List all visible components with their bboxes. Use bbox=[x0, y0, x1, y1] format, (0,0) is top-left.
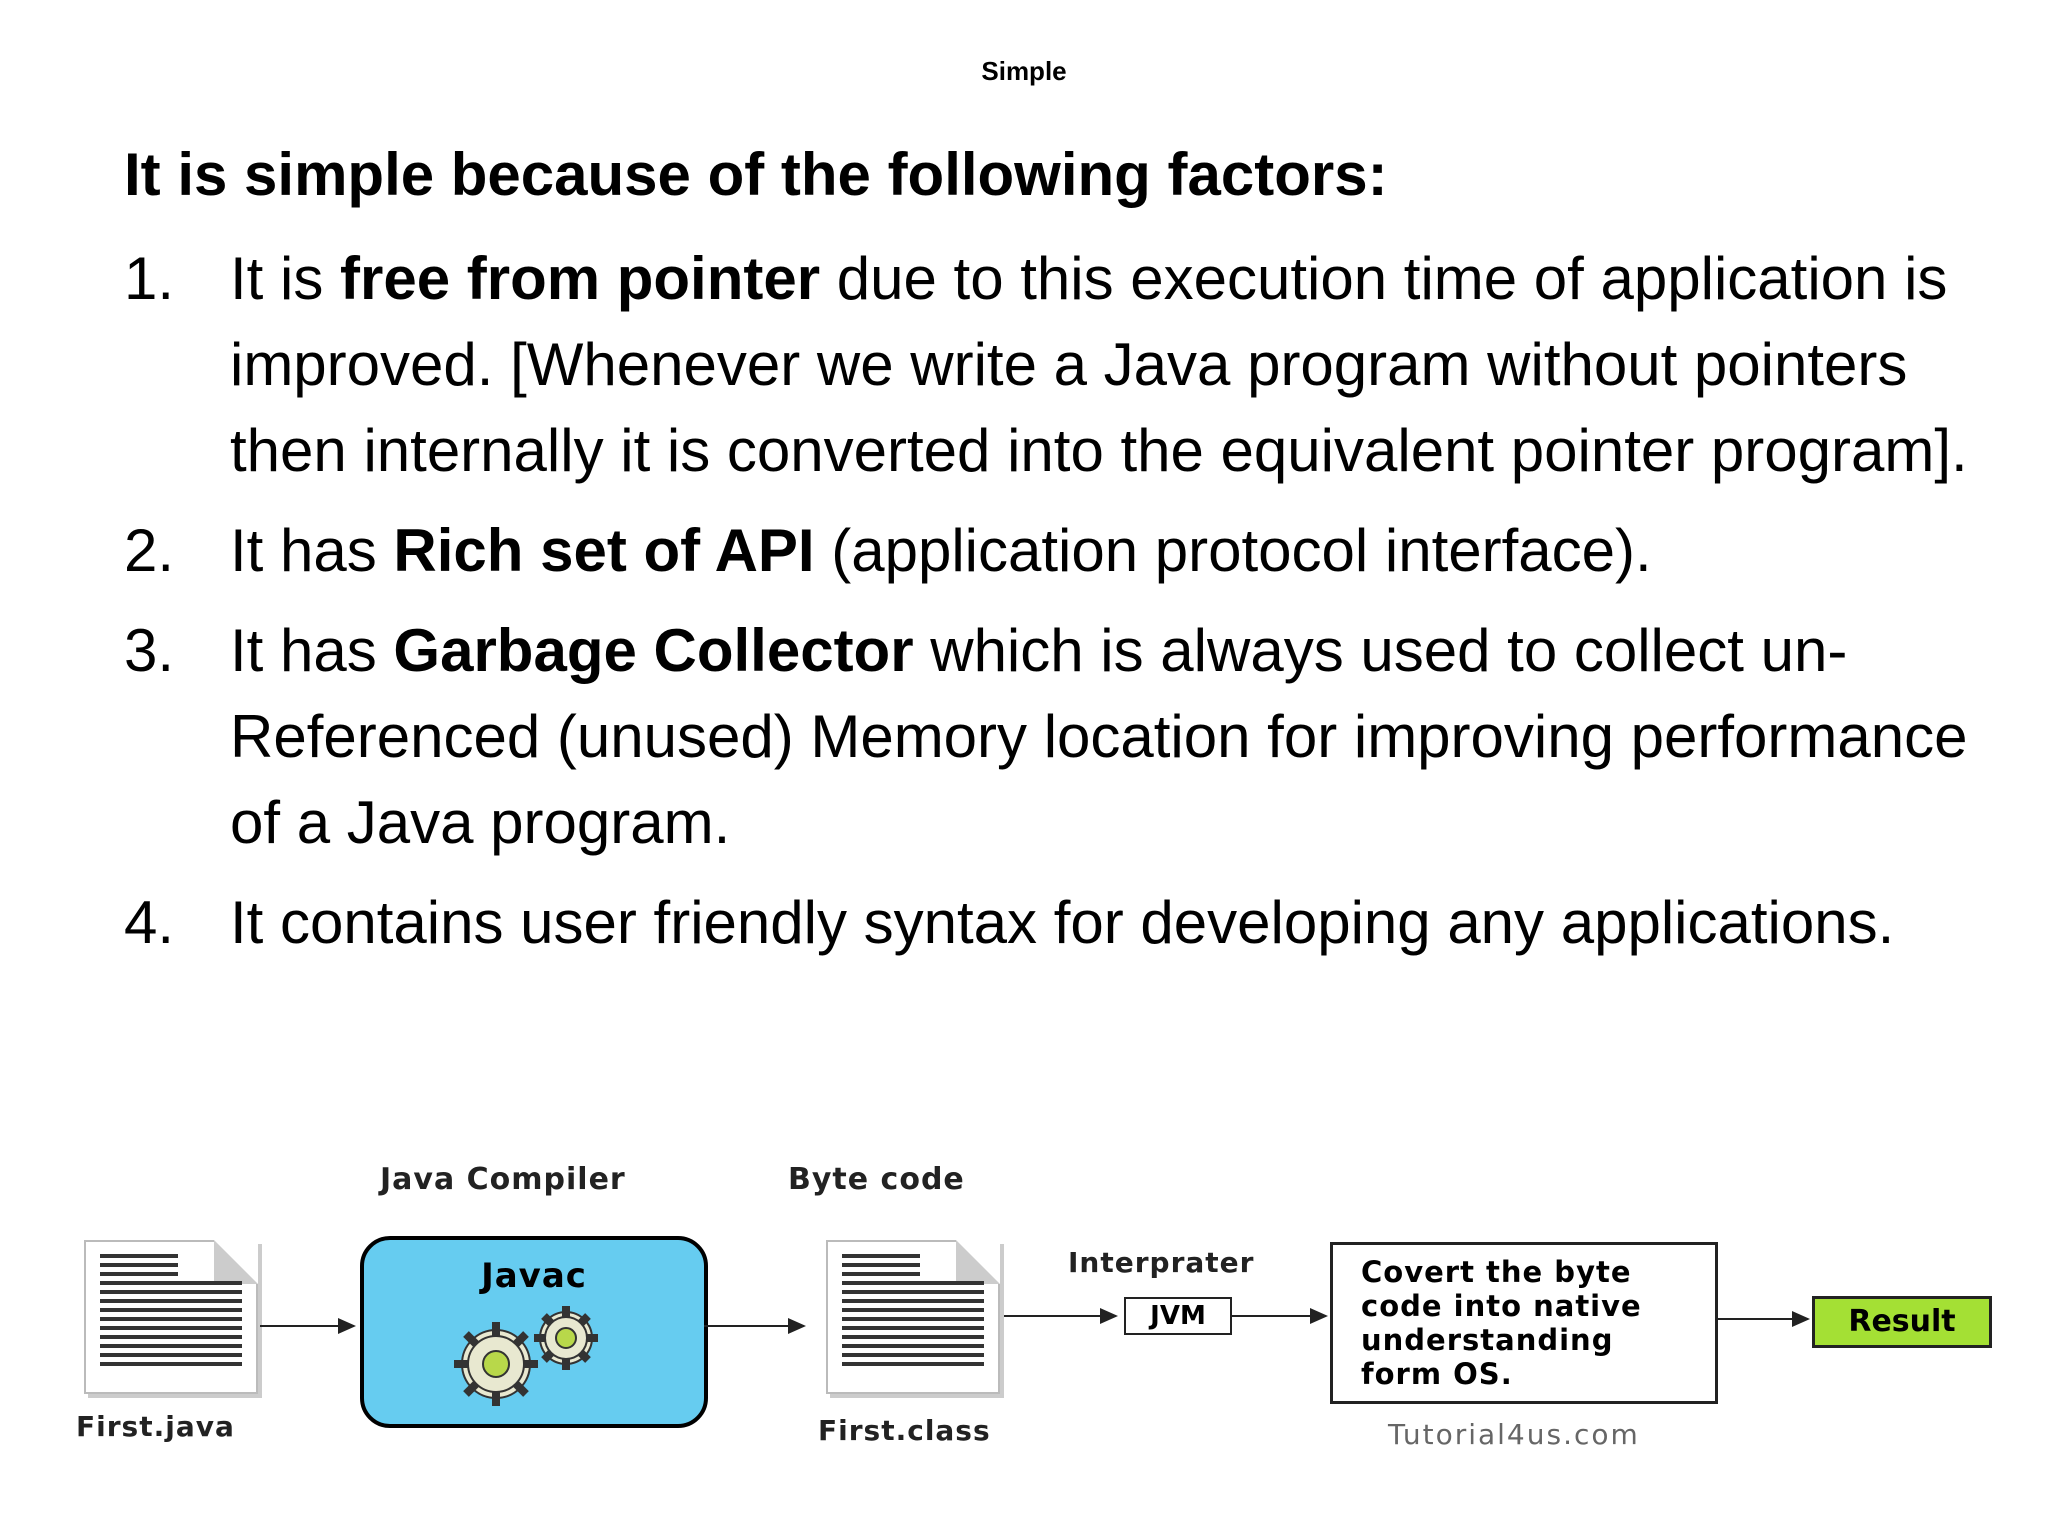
result-box: Result bbox=[1812, 1296, 1992, 1348]
arrow bbox=[1230, 1315, 1326, 1317]
item-bold: Garbage Collector bbox=[393, 617, 914, 684]
document-icon bbox=[826, 1240, 1000, 1394]
class-file-label: First.class bbox=[818, 1414, 991, 1447]
factor-list bbox=[124, 236, 2004, 966]
javac-label: Javac bbox=[481, 1256, 587, 1296]
item-number: 1. bbox=[124, 245, 175, 312]
item-bold: free from pointer bbox=[340, 245, 821, 312]
item-number: 2. bbox=[124, 517, 175, 584]
item-bold: Rich set of API bbox=[393, 517, 815, 584]
bytecode-label: Byte code bbox=[788, 1162, 965, 1197]
slide-heading: It is simple because of the following factors: bbox=[124, 141, 1388, 208]
java-compilation-diagram bbox=[0, 1150, 2048, 1480]
list-item bbox=[124, 236, 2004, 494]
document-icon bbox=[84, 1240, 258, 1394]
watermark: Tutorial4us.com bbox=[1388, 1418, 1640, 1451]
native-conversion-text: Covert the byte code into native understanding form OS. bbox=[1361, 1255, 1642, 1391]
arrow bbox=[704, 1325, 804, 1327]
arrow bbox=[260, 1325, 354, 1327]
gears-icon bbox=[434, 1302, 634, 1412]
interpreter-label: Interprater bbox=[1068, 1246, 1255, 1279]
javac-box bbox=[360, 1236, 708, 1428]
source-file-label: First.java bbox=[76, 1410, 235, 1443]
native-conversion-box bbox=[1330, 1242, 1718, 1404]
item-text: It has Garbage Collector which is always used to collect un-Referenced (unused) Memory location for improving performance of a Java program. bbox=[230, 617, 1968, 856]
compiler-label: Java Compiler bbox=[380, 1162, 626, 1197]
list-item bbox=[124, 880, 2004, 966]
item-text: It contains user friendly syntax for developing any applications. bbox=[230, 889, 1895, 956]
list-item bbox=[124, 608, 2004, 866]
item-text: It has Rich set of API (application protocol interface). bbox=[230, 517, 1652, 584]
slide-title: Simple bbox=[981, 56, 1067, 86]
arrow bbox=[1004, 1315, 1116, 1317]
item-number: 3. bbox=[124, 617, 175, 684]
arrow bbox=[1716, 1318, 1808, 1320]
item-number: 4. bbox=[124, 889, 175, 956]
item-text: It is free from pointer due to this execution time of application is improved. [Whenever we write a Java program without pointers then internally it is converted into the equivalent pointer program]. bbox=[230, 245, 1968, 484]
jvm-box: JVM bbox=[1124, 1297, 1232, 1335]
list-item bbox=[124, 508, 2004, 594]
